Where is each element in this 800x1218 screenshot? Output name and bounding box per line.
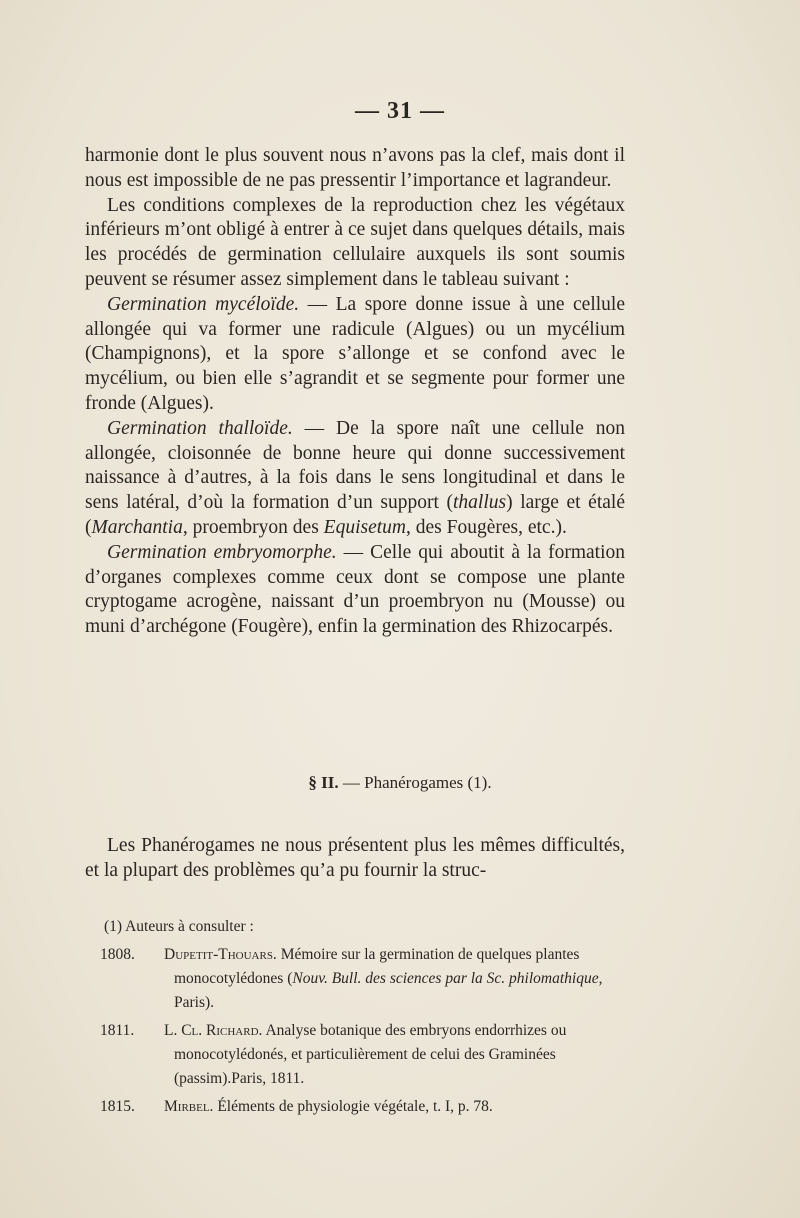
term-mycéloide: Germination mycéloïde.: [107, 293, 300, 315]
ref-author: Mirbel.: [164, 1098, 214, 1115]
footnote-ref: [100, 943, 640, 1015]
footnote-heading: (1) Auteurs à consulter :: [104, 918, 254, 935]
page-number: — 31 —: [355, 98, 445, 124]
term-thallus: thallus: [453, 492, 507, 514]
ref-journal: Nouv. Bull. des sciences par la Sc. philomathique: [292, 970, 599, 987]
footnotes: [100, 915, 640, 1119]
paragraph-phanerogames: Les Phanérogames ne nous présentent plus les mêmes difficultés, et la plupart des problèmes qu’a pu fournir la struc-: [85, 835, 625, 881]
term-marchantia: Marchantia: [91, 516, 183, 538]
text-thalloide-b: ) large et étalé (: [85, 492, 625, 538]
ref-text: Éléments de physiologie végétale, t. I, p. 78.: [213, 1098, 493, 1115]
text-thalloide-a: — De la spore naît une cellule non allongée, cloisonnée de bonne heure qui donne successivement naissance à d’autres, à la fois dans le sens longitudinal et dans le sens latéral, d’où la formation d’un support (: [85, 417, 625, 514]
term-embryomorphe: Germination embryomorphe.: [107, 541, 337, 563]
ref-text: Mémoire sur la germination de quelques plantes monocotylédones (: [174, 946, 580, 987]
ref-year: 1808.: [100, 946, 135, 963]
ref-text: Analyse botanique des embryons endorrhizes ou monocotylédonés, et particulièrement de celui des Graminées (passim).Paris, 1811.: [174, 1022, 567, 1087]
text-thalloide-c: , proembryon des: [182, 516, 324, 538]
main-text: [85, 144, 625, 640]
ref-author: Dupetit-Thouars.: [164, 946, 277, 963]
text-mycéloide: — La spore donne issue à une cellule allongée qui va former une radicule (Algues) ou un mycélium (Champignons), et la spore s’allonge et se confond avec le mycélium, ou bien elle s’agrandit et se segmente pour former une fronde (Algues).: [85, 293, 625, 414]
term-thalloide: Germination thalloïde.: [107, 417, 293, 439]
paragraph-thalloide: [85, 417, 625, 541]
section-mark: § II.: [308, 773, 339, 792]
text-embryomorphe: — Celle qui aboutit à la formation d’organes complexes comme ceux dont se compose une plante cryptogame acrogène, naissant d’un proembryon nu (Mousse) ou muni d’archégone (Fougère), enfin la germination des Rhizocarpés.: [85, 541, 626, 638]
footnote-ref: [100, 1095, 640, 1119]
footnote-ref: [100, 1019, 640, 1091]
paragraph-1: harmonie dont le plus souvent nous n’avons pas la clef, mais dont il nous est impossible de ne pas pressentir l’importance et lagrandeur.: [85, 145, 625, 191]
term-equisetum: Equisetum: [323, 516, 406, 538]
paragraph-2: Les conditions complexes de la reproduction chez les végétaux inférieurs m’ont obligé à entrer à ce sujet dans quelques détails, mais les procédés de germination cellulaire auxquels ils sont soumis peuvent se résumer assez simplement dans le tableau suivant :: [85, 194, 625, 290]
ref-year: 1815.: [100, 1098, 135, 1115]
section-heading: [0, 773, 800, 793]
section-title: — Phanérogames (1).: [338, 773, 492, 792]
main-text-continued: [85, 834, 625, 884]
paragraph-mycéloide: [85, 293, 625, 417]
ref-year: 1811.: [100, 1022, 135, 1039]
text-thalloide-d: , des Fougères, etc.).: [406, 516, 567, 538]
ref-author: L. Cl. Richard.: [164, 1022, 263, 1039]
paragraph-embryomorphe: [85, 541, 625, 640]
ref-text-end: , Paris).: [174, 970, 603, 1011]
